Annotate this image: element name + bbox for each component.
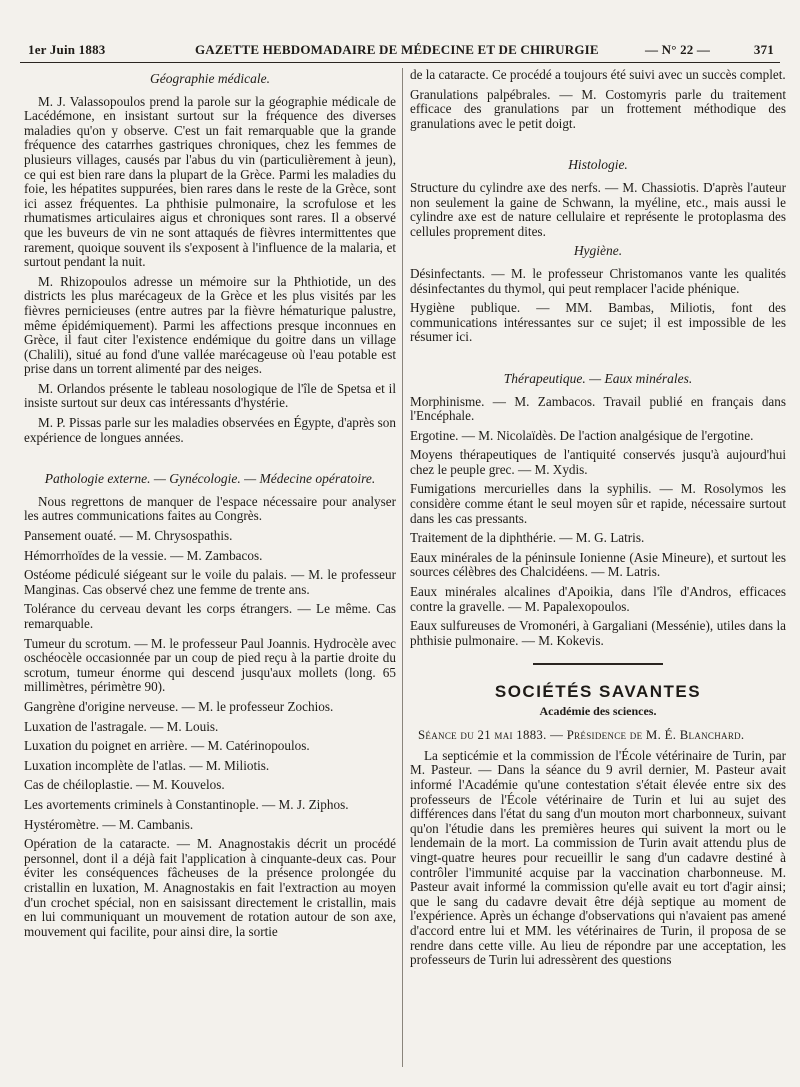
list-item: Morphinisme. — M. Zambacos. Travail publié en français dans l'Encéphale.: [410, 393, 786, 424]
list-item: Gangrène d'origine nerveuse. — M. le professeur Zochios.: [24, 698, 334, 714]
list-item: Désinfectants. — M. le professeur Christomanos vante les qualités désinfectantes du thymol, qui peut remplacer l'acide phénique.: [410, 265, 786, 296]
page-number: 371: [753, 42, 774, 57]
list-item: Cas de chéiloplastie. — M. Kouvelos.: [24, 777, 225, 793]
list-item: Pansement ouaté. — M. Chrysospathis.: [24, 528, 233, 544]
section-heading-pathology: Pathologie externe. — Gynécologie. — Médecine opératoire.: [44, 471, 376, 487]
list-item: Hystéromètre. — M. Cambanis.: [24, 816, 194, 832]
list-item: Opération de la cataracte. — M. Anagnostakis décrit un procédé personnel, dont il a déjà fait l'application à cinquante-deux cas. Pour éviter les conséquences fâcheuses de la présence prolongée du cristallin en luxation, M. Anagnostakis en fait l'extraction au moyen d'un crochet spécial, non en saisissant directement le cristallin, mais en lui communiquant un mouvement de rotation autour de son axe, mouvement qui facilite, pour ainsi dire, la sortie: [24, 836, 396, 939]
running-header: [20, 38, 780, 63]
list-item: Structure du cylindre axe des nerfs. — M. Chassiotis. D'après l'auteur non seulement la gaine de Schwann, la myéline, etc., mais aussi le cylindre axe est de nature cellulaire et représente le protoplasma des cellules proprement dites.: [410, 179, 786, 239]
list-item: Eaux minérales de la péninsule Ionienne (Asie Mineure), et surtout les sources célèbres des Chalcidéens. — M. Latris.: [410, 549, 786, 580]
list-item: Hygiène publique. — MM. Bambas, Miliotis, font des communications intéressantes sur ce sujet; il est impossible de les résumer ici.: [410, 300, 786, 345]
list-item: Luxation du poignet en arrière. — M. Catérinopoulos.: [24, 738, 310, 754]
column-divider: [402, 68, 403, 1067]
list-item: Fumigations mercurielles dans la syphilis. — M. Rosolymos les considère comme étant le seul moyen sûr et rapide, nécessaire surtout dans les cas pressants.: [410, 481, 786, 526]
list-item: Eaux sulfureuses de Vromonéri, à Gargaliani (Messénie), utiles dans la phthisie pulmonaire. — M. Kokevis.: [410, 618, 786, 648]
journal-title: GAZETTE HEBDOMADAIRE DE MÉDECINE ET DE CHIRURGIE: [195, 42, 599, 57]
list-item: Ostéome pédiculé siégeant sur le voile du palais. — M. le professeur Manginas. Cas observé chez une femme de trente ans.: [24, 567, 396, 597]
list-item: Luxation de l'astragale. — M. Louis.: [24, 718, 219, 734]
left-column: [24, 68, 396, 1067]
right-column: [410, 68, 786, 1067]
section-heading-hygiene: Hygiène.: [573, 243, 623, 259]
section-heading-therapeutics: Thérapeutique. — Eaux minérales.: [503, 370, 693, 386]
list-item: Hémorrhoïdes de la vessie. — M. Zambacos.: [24, 547, 263, 563]
list-item: Ergotine. — M. Nicolaïdès. De l'action analgésique de l'ergotine.: [410, 427, 754, 443]
paragraph: M. Rhizopoulos adresse un mémoire sur la Phthiotide, un des districts les plus marécageux de la Grèce et les plus visités par les fièvres pernicieuses (entre autres par la fièvre hématurique palustre, même épidémiquement). Parmi les affections presque inconnues en Grèce, il faut citer l'existence endémique du goitre dans un village (Chalili), situé au fond d'une vallée marécageuse où l'eau potable est prise dans un torrent alimenté par des neiges.: [24, 273, 396, 377]
paragraph: M. Orlandos présente le tableau nosologique de l'île de Spetsa et il insiste surtout sur deux cas intéressants d'hystérie.: [24, 380, 396, 411]
academy-subtitle: Académie des sciences.: [539, 703, 657, 718]
list-item: Les avortements criminels à Constantinople. — M. J. Ziphos.: [24, 796, 349, 812]
list-item: Tolérance du cerveau devant les corps étrangers. — Le même. Cas remarquable.: [24, 601, 396, 631]
list-item: Eaux minérales alcalines d'Apoikia, dans l'île d'Andros, efficaces contre la gravelle. — M. Papalexopoulos.: [410, 584, 786, 614]
paragraph: Nous regrettons de manquer de l'espace nécessaire pour analyser les autres communications faites au Congrès.: [24, 493, 396, 524]
paragraph: M. J. Valassopoulos prend la parole sur la géographie médicale de Lacédémone, en insistant surtout sur la fréquence des diverses maladies qu'on y observe. C'est un fait remarquable que la grande fréquence des catarrhes gastriques chroniques, chez les femmes de plusieurs villages, causés par l'abus du vin (particulièrement à jeun), ce qui est bien rare dans la plupart de la Grèce. Parmi les maladies du foie, les hépatites suppurées, bien rares dans le reste de la Grèce, sont ici assez fréquentes. La phthisie pulmonaire, la scrofulose et les rhumatismes articulaires aigus et chroniques sont rares. Il a observé que les buveurs de vin ne sont attaqués de fièvres intermittentes que rarement, quoique souvent ils s'exposent à l'influence de la malaria, et surtout pendant la nuit.: [24, 93, 396, 270]
issue-number: — N° 22 —: [645, 42, 711, 57]
issue-date: 1er Juin 1883: [28, 42, 106, 57]
section-heading-geography: Géographie médicale.: [150, 71, 270, 86]
paragraph: La septicémie et la commission de l'École vétérinaire de Turin, par M. Pasteur. — Dans la séance du 9 avril dernier, M. Pasteur avait informé l'Académie qu'une contestation s'était élevée entre six des professeurs de l'École vétérinaire de Turin et lui au sujet des différences dans l'état du sang d'un mouton mort charbonneux, suivant qu'on l'étudie dans les premières heures qui suivent la mort ou le lendemain de la mort. La commission de Turin avait attendu plus de vingt-quatre heures pour recueillir le sang d'un cadavre destiné à contrôler l'immunité acquise par la vaccination charbonneuse. M. Pasteur avait informé la commission qu'elle avait eu tort d'agir ainsi; que le sang du cadavre devait être déjà septique au moment de l'expérience. Après un échange d'observations qui n'avaient pas amené d'accord entre lui et MM. les vétérinaires de Turin, il proposa de se rendre dans cette ville. Au lieu de répondre par une acceptation, les professeurs de Turin lui adressèrent des questions: [410, 747, 786, 968]
list-item: Traitement de la diphthérie. — M. G. Latris.: [410, 530, 645, 546]
list-item: Granulations palpébrales. — M. Costomyris parle du traitement efficace des granulations par un frottement méthodique des granulations avec le petit doigt.: [410, 86, 786, 131]
section-heading-histology: Histologie.: [568, 157, 628, 173]
list-item: Luxation incomplète de l'atlas. — M. Miliotis.: [24, 757, 270, 773]
list-item: Moyens thérapeutiques de l'antiquité conservés jusqu'à aujourd'hui chez le peuple grec. — M. Xydis.: [410, 447, 786, 477]
session-line: Séance du 21 mai 1883. — Présidence de M. É. Blanchard.: [418, 728, 745, 743]
list-item: Tumeur du scrotum. — M. le professeur Paul Joannis. Hydrocèle avec oschéocèle occasionnée par un coup de pied reçu à la partie droite du scrotum, tumeur énorme qui descend jusqu'aux mollets (long. 65 millimètres, périmètre 90).: [24, 635, 396, 695]
separator-rule: [410, 656, 786, 671]
paragraph: M. P. Pissas parle sur les maladies observées en Égypte, d'après son expérience de longues années.: [24, 415, 396, 445]
paragraph: de la cataracte. Ce procédé a toujours été suivi avec un succès complet.: [410, 68, 786, 82]
societies-title: SOCIÉTÉS SAVANTES: [494, 682, 702, 701]
